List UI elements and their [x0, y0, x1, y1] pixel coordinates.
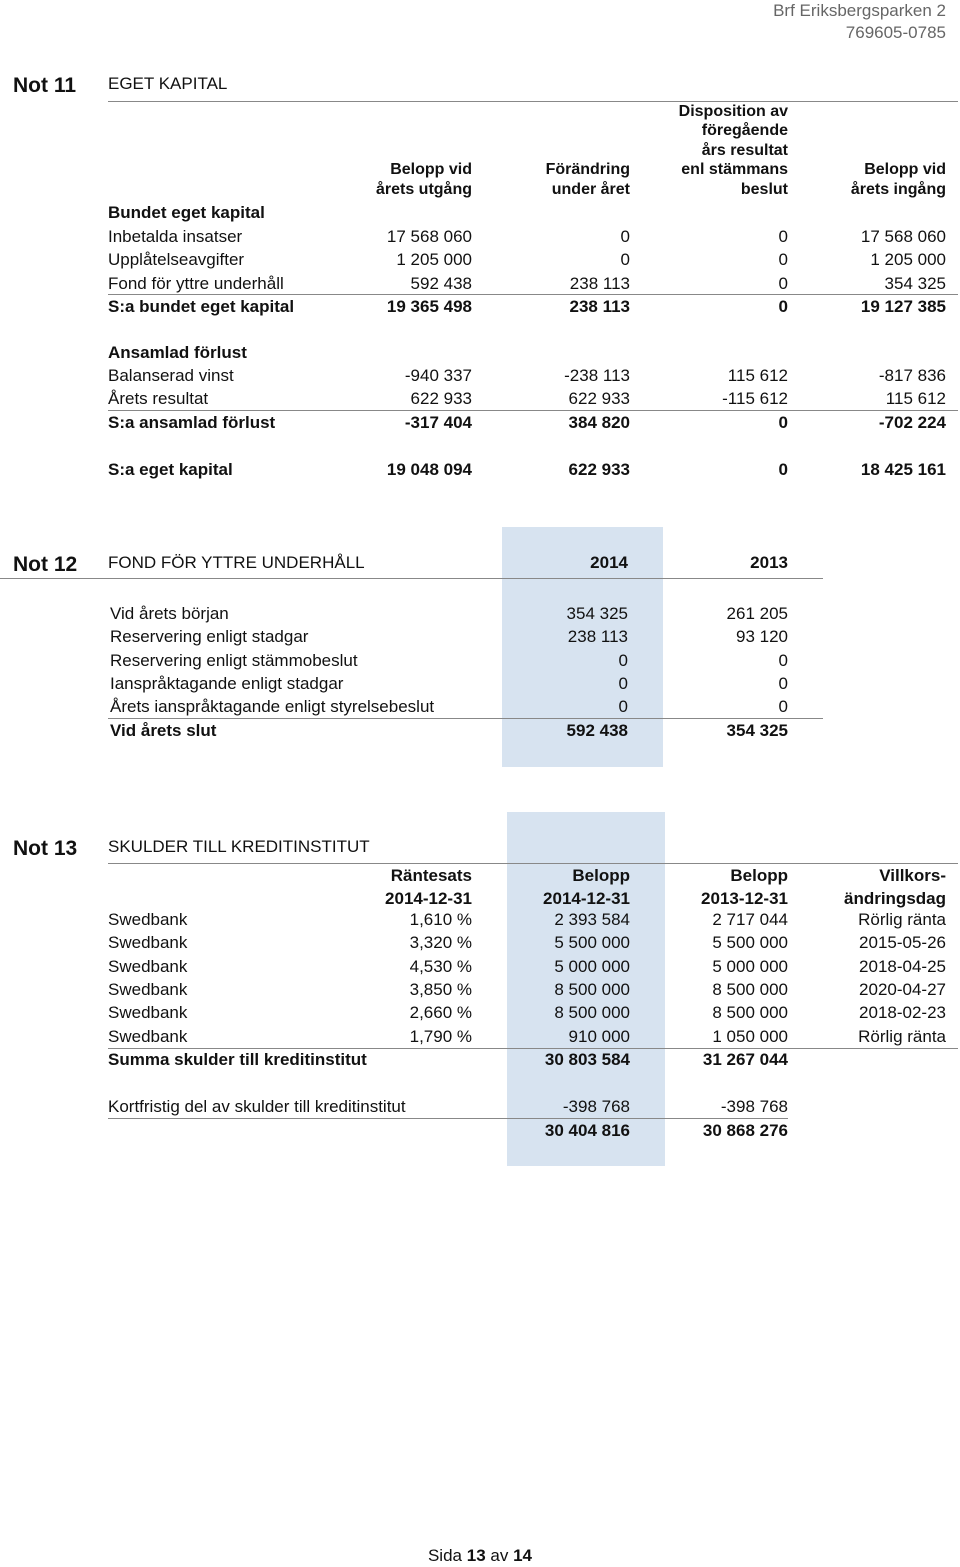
row-value: 0 — [778, 697, 788, 717]
short-term-value: -398 768 — [720, 1097, 788, 1116]
row-value: 354 325 — [566, 604, 628, 623]
divider-line — [108, 718, 823, 719]
row-label: Swedbank — [108, 1026, 188, 1046]
column-header — [844, 864, 946, 910]
row-value: 0 — [618, 697, 628, 717]
note-title: EGET KAPITAL — [108, 74, 228, 93]
page-footer — [0, 1546, 960, 1566]
section-heading: Ansamlad förlust — [108, 343, 247, 362]
row-value: 8 500 000 — [554, 979, 630, 999]
row-value: 17 568 060 — [860, 227, 946, 246]
footer-total: 14 — [513, 1546, 533, 1565]
column-header-line: årets ingång — [850, 180, 946, 198]
org-name: Brf Eriksbergsparken 2 — [773, 1, 946, 20]
row-label: Årets resultat — [108, 389, 209, 409]
row-value: 3,320 % — [409, 933, 472, 953]
row-value: 19 127 385 — [860, 297, 946, 316]
column-header-line: under året — [551, 180, 630, 198]
total-value: 354 325 — [726, 721, 788, 740]
row-value: 5 000 000 — [554, 956, 630, 976]
column-header-line: föregående — [701, 122, 788, 139]
row-value: 1 205 000 — [870, 250, 946, 270]
row-value: 354 325 — [884, 273, 946, 293]
year-header: 2013 — [750, 553, 788, 572]
row-value: 19 365 498 — [386, 297, 472, 316]
document-header — [773, 0, 946, 44]
row-value: 17 568 060 — [386, 227, 472, 246]
row-value: 0 — [778, 227, 788, 246]
row-value: 115 612 — [727, 366, 788, 385]
row-label: Vid årets början — [110, 604, 229, 623]
row-label: Swedbank — [108, 1003, 188, 1023]
row-value: 2 717 044 — [712, 910, 788, 929]
column-header — [385, 864, 472, 910]
row-value: 2,660 % — [409, 1003, 472, 1023]
net-value: 30 868 276 — [702, 1121, 788, 1140]
column-header-line: årets utgång — [375, 180, 472, 198]
row-value: -115 612 — [722, 389, 788, 409]
sum-value: 30 803 584 — [544, 1050, 630, 1069]
divider-line — [108, 1048, 958, 1049]
sum-value: 31 267 044 — [702, 1050, 788, 1069]
row-value: 622 933 — [568, 460, 630, 479]
year-header: 2014 — [590, 553, 628, 572]
row-value: 0 — [620, 250, 630, 270]
column-header-line: 2014-12-31 — [385, 889, 472, 908]
footer-page: 13 — [466, 1546, 486, 1565]
row-value: 0 — [778, 413, 788, 432]
row-value: 2018-02-23 — [859, 1003, 946, 1023]
row-label: Inbetalda insatser — [108, 227, 243, 246]
row-value: 238 113 — [567, 627, 628, 647]
row-label: Ianspråktagande enligt stadgar — [110, 673, 344, 693]
row-value: 261 205 — [726, 604, 788, 623]
row-label: Fond för yttre underhåll — [108, 273, 284, 293]
row-value: 2020-04-27 — [859, 979, 946, 999]
column-header-line: Villkors- — [879, 866, 946, 885]
divider-line — [108, 863, 958, 864]
subtotal-label: S:a ansamlad förlust — [108, 413, 276, 432]
column-header — [543, 864, 630, 910]
footer-prefix: Sida — [427, 1546, 462, 1565]
row-value: 0 — [618, 673, 628, 693]
column-header-line: 2013-12-31 — [701, 889, 788, 908]
row-value: 0 — [778, 297, 788, 316]
row-value: 384 820 — [568, 413, 630, 432]
column-header-line: Belopp vid — [864, 161, 946, 178]
row-value: 5 500 000 — [712, 933, 788, 953]
row-value: 910 000 — [568, 1026, 630, 1046]
column-header-line: ändringsdag — [843, 889, 946, 908]
row-value: 8 500 000 — [712, 979, 788, 999]
row-value: 238 113 — [569, 297, 630, 316]
note-title: SKULDER TILL KREDITINSTITUT — [108, 837, 370, 856]
row-label: Reservering enligt stämmobeslut — [110, 650, 358, 670]
column-header-line: Belopp — [730, 866, 788, 885]
column-header-line: Räntesats — [390, 866, 472, 885]
row-value: -817 836 — [878, 366, 946, 385]
row-value: 1,610 % — [409, 910, 472, 929]
row-value: Rörlig ränta — [858, 910, 946, 929]
column-header — [851, 160, 946, 199]
note-number: Not 13 — [13, 837, 78, 860]
divider-line — [108, 1118, 788, 1119]
row-value: 93 120 — [736, 627, 788, 647]
row-value: 1 205 000 — [396, 250, 472, 270]
net-value: 30 404 816 — [544, 1121, 630, 1140]
row-value: 238 113 — [569, 273, 630, 293]
column-header — [679, 102, 788, 200]
row-value: 622 933 — [410, 389, 472, 409]
column-header — [376, 160, 472, 199]
note-number: Not 12 — [13, 553, 78, 576]
row-value: 2018-04-25 — [859, 956, 946, 976]
subtotal-label: S:a bundet eget kapital — [108, 297, 295, 316]
column-header — [701, 864, 788, 910]
row-value: Rörlig ränta — [858, 1026, 946, 1046]
row-value: 592 438 — [410, 273, 472, 293]
column-header-line: Belopp — [572, 866, 630, 885]
row-value: 19 048 094 — [386, 460, 472, 479]
column-header-line: beslut — [740, 180, 788, 198]
row-value: -702 224 — [878, 413, 946, 432]
org-number: 769605-0785 — [845, 23, 946, 42]
column-header-line: enl stämmans — [681, 161, 788, 178]
row-value: 622 933 — [568, 389, 630, 409]
row-label: Swedbank — [108, 933, 188, 953]
row-value: 8 500 000 — [554, 1003, 630, 1023]
row-label: Balanserad vinst — [108, 366, 234, 385]
short-term-label: Kortfristig del av skulder till kreditinstitut — [108, 1097, 406, 1116]
row-value: 0 — [778, 250, 788, 270]
row-value: 115 612 — [885, 389, 946, 409]
total-label: S:a eget kapital — [108, 460, 233, 479]
row-value: 5 000 000 — [712, 956, 788, 976]
row-value: -238 113 — [564, 366, 630, 385]
note-number: Not 11 — [13, 74, 77, 97]
row-value: 1,790 % — [409, 1026, 472, 1046]
divider-line — [0, 578, 823, 579]
row-value: 5 500 000 — [554, 933, 630, 953]
row-value: 0 — [778, 460, 788, 479]
row-value: -940 337 — [404, 366, 472, 385]
column-header-line: Förändring — [545, 161, 630, 178]
row-label: Årets ianspråktagande enligt styrelsebeslut — [110, 697, 435, 717]
row-value: 1 050 000 — [712, 1026, 788, 1046]
note-title: FOND FÖR YTTRE UNDERHÅLL — [108, 553, 365, 572]
row-label: Reservering enligt stadgar — [110, 627, 309, 647]
row-value: 4,530 % — [409, 956, 472, 976]
row-value: 2 393 584 — [554, 910, 630, 929]
row-value: 8 500 000 — [712, 1003, 788, 1023]
column-header — [546, 160, 630, 199]
row-value: 0 — [778, 650, 788, 670]
divider-line — [108, 294, 958, 295]
row-label: Swedbank — [108, 910, 188, 929]
row-label: Swedbank — [108, 956, 188, 976]
row-value: 2015-05-26 — [859, 933, 946, 953]
row-value: 18 425 161 — [860, 460, 946, 479]
column-header-line: 2014-12-31 — [543, 889, 630, 908]
column-header-line: Disposition av — [678, 102, 788, 120]
row-value: 0 — [620, 227, 630, 246]
section-heading: Bundet eget kapital — [108, 203, 265, 222]
row-value: 0 — [778, 673, 788, 693]
column-header-line: års resultat — [701, 141, 788, 159]
footer-mid: av — [490, 1546, 509, 1565]
row-value: 3,850 % — [409, 979, 472, 999]
row-label: Swedbank — [108, 979, 188, 999]
row-value: 0 — [618, 650, 628, 670]
total-value: 592 438 — [566, 721, 628, 740]
row-value: 0 — [778, 273, 788, 293]
row-label: Upplåtelseavgifter — [108, 250, 245, 270]
divider-line — [108, 410, 958, 411]
row-value: -317 404 — [404, 413, 472, 432]
divider-line — [108, 101, 958, 102]
sum-label: Summa skulder till kreditinstitut — [108, 1050, 367, 1069]
total-label: Vid årets slut — [110, 721, 217, 740]
column-header-line: Belopp vid — [390, 161, 472, 178]
short-term-value: -398 768 — [562, 1097, 630, 1116]
